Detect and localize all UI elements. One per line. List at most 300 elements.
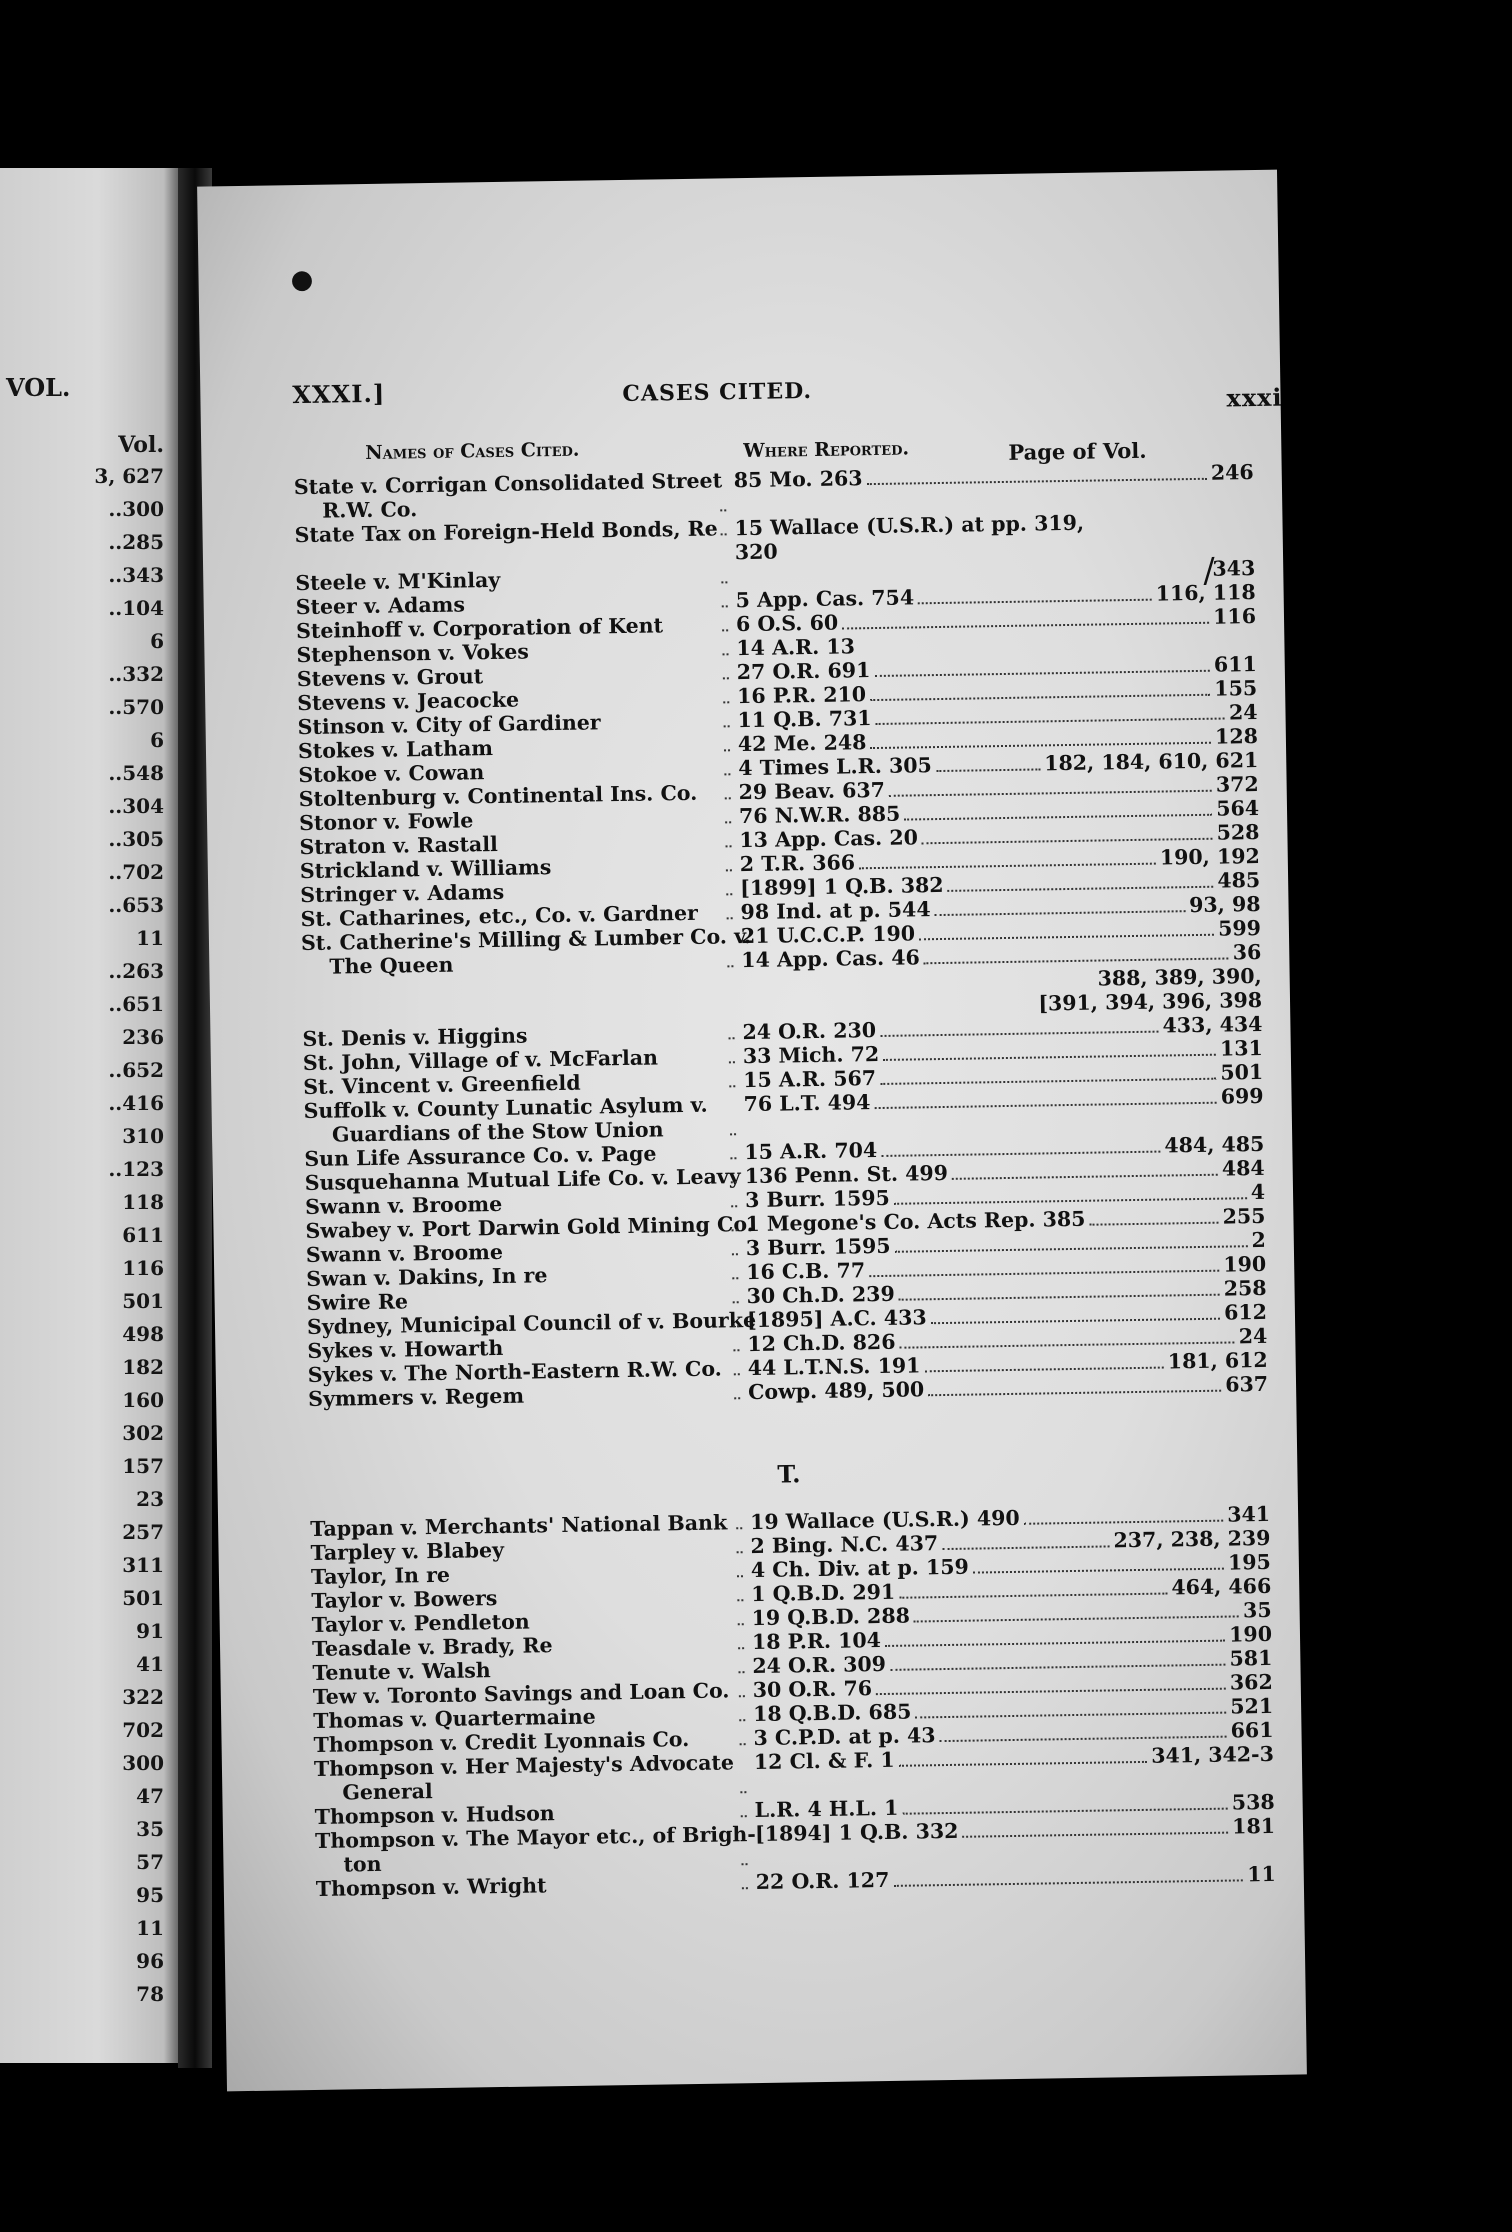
case-name-line: Thompson v. Hudson <box>314 1801 555 1829</box>
case-name-line: Tenute v. Walsh <box>312 1658 491 1685</box>
dot-leader <box>733 1301 739 1303</box>
case-name <box>303 1092 724 1147</box>
case-list-t <box>310 1502 1296 1901</box>
left-page-page-number: 96 <box>136 1949 164 1973</box>
dot-leader <box>870 742 1211 749</box>
left-page-page-number: ..300 <box>108 497 164 521</box>
dot-leader <box>730 1157 736 1159</box>
page-of-volume: 36 <box>1232 939 1262 965</box>
left-page-page-number: 23 <box>136 1487 164 1511</box>
page <box>197 170 1307 2092</box>
left-page-page-number: ..652 <box>108 1058 164 1082</box>
where-reported: 16 P.R. 210 <box>736 682 867 709</box>
dot-leader <box>738 1647 744 1649</box>
header-page-number: xxxi <box>1226 382 1283 413</box>
dot-leader <box>869 1270 1219 1277</box>
dot-leader <box>895 1245 1248 1253</box>
case-name-line: Strickland v. Williams <box>299 855 552 884</box>
dot-leader <box>1024 1520 1223 1525</box>
page-of-volume: 343 <box>1212 556 1256 581</box>
dot-leader <box>875 1102 1217 1109</box>
case-name-line: Stinson v. City of Gardiner <box>297 710 601 740</box>
dot-leader <box>876 718 1225 725</box>
case-name-line: Tappan v. Merchants' National Bank <box>310 1510 728 1541</box>
left-page-page-number: 302 <box>122 1421 164 1445</box>
page-of-volume: 599 <box>1217 915 1262 941</box>
dot-leader <box>1090 1222 1219 1226</box>
page-of-volume: 484, 485 <box>1164 1131 1265 1158</box>
left-page-page-number: 160 <box>122 1388 164 1412</box>
page-of-volume: 372 <box>1215 772 1259 797</box>
dot-leader <box>726 893 732 895</box>
dot-leader <box>935 910 1186 916</box>
dot-leader <box>943 1545 1110 1550</box>
where-reported: [1895] A.C. 433 <box>746 1305 927 1333</box>
case-name-line: Tew v. Toronto Savings and Loan Co. <box>312 1678 730 1709</box>
left-page-page-number: 11 <box>136 926 164 950</box>
case-name-line: Teasdale v. Brady, Re <box>311 1633 553 1661</box>
case-name-line: Sydney, Municipal Council of v. Bourke <box>306 1307 757 1340</box>
left-page-page-number: 236 <box>122 1025 164 1049</box>
where-reported: 2 Bing. N.C. 437 <box>750 1531 939 1559</box>
header-volume: XXXI.] <box>292 378 386 410</box>
case-name-line: Sun Life Assurance Co. v. Page <box>304 1141 657 1172</box>
dot-leader <box>936 768 1040 772</box>
column-heading-page: Page of Vol. <box>1008 437 1147 465</box>
dot-leader <box>725 821 731 823</box>
where-reported: 6 O.S. 60 <box>735 610 839 637</box>
page-of-volume: 35 <box>1242 1597 1272 1623</box>
case-name-line: State v. Corrigan Consolidated Street <box>293 468 723 500</box>
where-reported: 14 App. Cas. 46 <box>741 945 920 973</box>
dot-leader <box>899 1761 1147 1767</box>
dot-leader <box>904 814 1212 821</box>
left-page-page-number: 3, 627 <box>94 464 164 488</box>
case-name-line: Straton v. Rastall <box>299 831 498 860</box>
case-name-line: Thompson v. Wright <box>315 1873 547 1901</box>
dot-leader <box>742 1863 748 1865</box>
left-page-page-number: ..304 <box>108 794 164 818</box>
dot-leader <box>721 581 727 583</box>
page-of-volume: 24 <box>1228 700 1258 725</box>
left-page-page-number: 118 <box>122 1190 164 1214</box>
left-page-page-number: 11 <box>136 1916 164 1940</box>
page-of-volume: 699 <box>1220 1083 1264 1109</box>
dot-leader <box>885 1640 1225 1647</box>
where-reported: [1899] 1 Q.B. 382 <box>740 872 944 901</box>
left-page-page-number: 47 <box>136 1784 164 1808</box>
where-reported: 22 O.R. 127 <box>755 1867 890 1895</box>
case-name-line: General <box>342 1779 433 1805</box>
case-name-line: Stevens v. Grout <box>296 664 484 692</box>
page-of-volume: 612 <box>1223 1299 1268 1325</box>
left-page-page-number: 702 <box>122 1718 164 1742</box>
dot-leader <box>842 622 1209 630</box>
dot-leader <box>859 863 1156 870</box>
left-page-page-number: 6 <box>150 629 164 653</box>
case-name-line: St. Catherine's Milling & Lumber Co. v. <box>300 923 752 956</box>
page-of-volume: 190, 192 <box>1159 843 1260 870</box>
left-page-page-number: 78 <box>136 1982 164 2006</box>
where-reported: 136 Penn. St. 499 <box>744 1160 949 1189</box>
case-name-line: Swann v. Broome <box>304 1191 503 1220</box>
dot-leader <box>732 1277 738 1279</box>
dot-leader <box>919 934 1214 941</box>
where-reported: 4 Ch. Div. at p. 159 <box>750 1554 969 1583</box>
dot-leader <box>725 797 731 799</box>
page-of-volume: 484 <box>1221 1155 1265 1181</box>
left-page-page-number: ..285 <box>108 530 164 554</box>
case-name-line: Thompson v. The Mayor etc., of Brigh- <box>314 1822 757 1853</box>
dot-leader <box>739 1695 745 1697</box>
dot-leader <box>723 677 729 679</box>
left-page-page-number: 95 <box>136 1883 164 1907</box>
dot-leader <box>894 1879 1243 1886</box>
page-of-volume: 93, 98 <box>1188 891 1261 918</box>
ink-speck: ● <box>290 264 314 296</box>
dot-leader <box>867 478 1207 485</box>
page-of-volume: 341, 342-3 <box>1151 1741 1275 1768</box>
case-name-line: Symmers v. Regem <box>307 1383 525 1412</box>
left-page-page-number: ..305 <box>108 827 164 851</box>
case-name-line: St. Catharines, etc., Co. v. Gardner <box>300 900 699 932</box>
dot-leader <box>940 1736 1227 1743</box>
case-name-line: Steele v. M'Kinlay <box>295 567 501 596</box>
case-name-line: Taylor v. Pendleton <box>311 1609 530 1637</box>
where-reported: 19 Wallace (U.S.R.) 490 <box>749 1505 1020 1535</box>
left-page-page-number: 157 <box>122 1454 164 1478</box>
dot-leader <box>726 869 732 871</box>
where-reported: 76 N.W.R. 885 <box>738 801 901 829</box>
dot-leader <box>914 1615 1239 1622</box>
dot-leader <box>915 1712 1226 1719</box>
dot-leader <box>734 1397 740 1399</box>
where-reported: 24 O.R. 230 <box>742 1018 877 1045</box>
where-reported: 30 Ch.D. 239 <box>746 1281 895 1309</box>
page-of-volume: 181, 612 <box>1167 1347 1268 1374</box>
where-reported: 13 App. Cas. 20 <box>739 825 919 853</box>
page-of-volume: 521 <box>1230 1693 1274 1719</box>
left-page-page-number: ..263 <box>108 959 164 983</box>
page-of-volume: 155 <box>1214 676 1258 701</box>
case-name-line: Thompson v. Credit Lyonnais Co. <box>313 1727 690 1757</box>
where-reported: 27 O.R. 691 <box>736 658 871 685</box>
page-of-volume: 4 <box>1250 1179 1266 1205</box>
dot-leader <box>733 1349 739 1351</box>
case-name-line: Susquehanna Mutual Life Co. v. Leavy <box>304 1164 741 1196</box>
where-reported: 3 C.P.D. at p. 43 <box>753 1723 936 1751</box>
where-reported: 42 Me. 248 <box>737 730 867 757</box>
left-page-page-number: 116 <box>122 1256 164 1280</box>
dot-leader <box>740 1791 746 1793</box>
dot-leader <box>952 1174 1218 1180</box>
dot-leader <box>737 1551 743 1553</box>
case-name-line: Tarpley v. Blabey <box>310 1537 505 1565</box>
dot-leader <box>740 1743 746 1745</box>
left-page-page-number: 41 <box>136 1652 164 1676</box>
page-of-volume: 388, 389, 390, <box>1097 963 1262 991</box>
dot-leader <box>889 790 1212 797</box>
dot-leader <box>720 509 726 511</box>
case-name-line: ton <box>343 1851 382 1877</box>
page-of-volume: 131 <box>1219 1035 1263 1061</box>
left-page-page-number: 611 <box>122 1223 164 1247</box>
case-name <box>293 468 723 524</box>
dot-leader <box>736 1527 742 1529</box>
dot-leader <box>722 629 728 631</box>
case-name-line: St. John, Village of v. McFarlan <box>302 1045 659 1076</box>
left-page-page-number: 35 <box>136 1817 164 1841</box>
where-reported: 12 Cl. & F. 1 <box>753 1747 895 1775</box>
dot-leader <box>881 1151 1160 1157</box>
case-name-line: Swire Re <box>306 1289 409 1316</box>
case-name-line: State Tax on Foreign-Held Bonds, Re <box>294 516 718 548</box>
page-of-volume: 116 <box>1213 604 1257 629</box>
case-name-line: Stokoe v. Cowan <box>298 760 485 788</box>
page-of-volume: 237, 238, 239 <box>1113 1525 1271 1553</box>
where-reported: 15 Wallace (U.S.R.) at pp. 319, <box>734 510 1085 541</box>
where-reported: 1 Megone's Co. Acts Rep. 385 <box>745 1206 1086 1237</box>
left-page-page-number: ..332 <box>108 662 164 686</box>
left-page-page-number: 311 <box>122 1553 164 1577</box>
dot-leader <box>739 1719 745 1721</box>
left-page-page-number: 257 <box>122 1520 164 1544</box>
left-page-page-number: 6 <box>150 728 164 752</box>
left-page-page-number: ..653 <box>108 893 164 917</box>
dot-leader <box>723 701 729 703</box>
case-name-line: Stoltenburg v. Continental Ins. Co. <box>298 780 698 812</box>
dot-leader <box>723 653 729 655</box>
page-of-volume: 255 <box>1222 1203 1266 1229</box>
dot-leader <box>721 533 727 535</box>
header-title: CASES CITED. <box>622 377 813 407</box>
page-of-volume: 181 <box>1232 1813 1276 1839</box>
dot-leader <box>737 1575 743 1577</box>
dot-leader <box>729 1061 735 1063</box>
page-of-volume: 116, 118 <box>1155 580 1256 606</box>
left-page-page-number: 501 <box>122 1586 164 1610</box>
page-of-volume: 11 <box>1247 1861 1276 1887</box>
left-page-page-number: 182 <box>122 1355 164 1379</box>
where-reported: 15 A.R. 567 <box>743 1066 877 1093</box>
case-name-line: Suffolk v. County Lunatic Asylum v. <box>303 1092 708 1124</box>
left-page-page-number: ..104 <box>108 596 164 620</box>
page-of-volume: 246 <box>1210 460 1254 485</box>
case-name-line: Steer v. Adams <box>295 592 466 620</box>
section-heading-t: T. <box>777 1459 801 1489</box>
dot-leader <box>931 1318 1220 1325</box>
left-page-page-number: 300 <box>122 1751 164 1775</box>
page-of-volume: 501 <box>1220 1059 1264 1085</box>
page-of-volume: 2 <box>1251 1227 1266 1253</box>
where-reported: 24 O.R. 309 <box>752 1651 887 1679</box>
page-of-volume: 190 <box>1228 1621 1273 1647</box>
page-of-volume: 528 <box>1216 819 1260 845</box>
dot-leader <box>903 1808 1228 1815</box>
where-reported: 14 A.R. 13 <box>736 634 856 661</box>
where-reported: 18 P.R. 104 <box>751 1628 882 1655</box>
left-page-header: VOL. <box>6 373 71 402</box>
where-reported: 29 Beav. 637 <box>738 777 886 805</box>
dot-leader <box>724 749 730 751</box>
page-of-volume: 182, 184, 610, 621 <box>1044 748 1259 776</box>
page-of-volume: 637 <box>1225 1371 1269 1397</box>
dot-leader <box>727 917 733 919</box>
where-reported: 12 Ch.D. 826 <box>747 1329 896 1357</box>
case-name-line: Swann v. Broome <box>305 1239 504 1268</box>
where-reported: 4 Times L.R. 305 <box>738 753 932 781</box>
dot-leader <box>962 1832 1228 1838</box>
running-header <box>292 365 1283 420</box>
dot-leader <box>894 1197 1247 1205</box>
case-name-line: Steinhoff v. Corporation of Kent <box>295 613 664 644</box>
dot-leader <box>724 773 730 775</box>
dot-leader <box>870 694 1210 701</box>
case-name-line: Guardians of the Stow Union <box>331 1117 664 1147</box>
where-reported: 76 L.T. 494 <box>743 1090 871 1117</box>
dot-leader <box>732 1253 738 1255</box>
where-reported: 3 Burr. 1595 <box>745 1233 891 1261</box>
where-reported: 19 Q.B.D. 288 <box>751 1603 911 1631</box>
where-reported: 21 U.C.C.P. 190 <box>740 921 916 949</box>
dot-leader <box>726 845 732 847</box>
column-heading-name: Names of Cases Cited. <box>365 438 580 464</box>
left-page-page-number: ..123 <box>108 1157 164 1181</box>
dot-leader <box>899 1593 1167 1599</box>
dot-leader <box>925 1367 1164 1373</box>
dot-leader <box>973 1568 1224 1574</box>
dot-leader <box>737 1599 743 1601</box>
case-name-line: Thomas v. Quartermaine <box>313 1704 596 1733</box>
page-of-volume: 258 <box>1223 1275 1267 1301</box>
case-name-line: Stokes v. Latham <box>297 736 494 764</box>
dot-leader <box>734 1373 740 1375</box>
where-reported: 320 <box>734 539 778 565</box>
left-page-page-number: ..416 <box>108 1091 164 1115</box>
case-list-s <box>294 460 1289 1411</box>
page-of-volume: 190 <box>1223 1251 1267 1277</box>
case-name-line: Stonor v. Fowle <box>298 808 474 836</box>
dot-leader <box>729 1085 735 1087</box>
where-reported: [1894] 1 Q.B. 332 <box>754 1818 959 1847</box>
page-of-volume: 581 <box>1229 1645 1273 1671</box>
case-name-line: St. Vincent v. Greenfield <box>303 1070 581 1100</box>
left-page-page-number: ..570 <box>108 695 164 719</box>
left-page-page-number: ..702 <box>108 860 164 884</box>
dot-leader <box>731 1205 737 1207</box>
left-page-page-number: 91 <box>136 1619 164 1643</box>
where-reported: 15 A.R. 704 <box>744 1138 878 1165</box>
dot-leader <box>923 957 1228 964</box>
dot-leader <box>899 1341 1234 1348</box>
dot-leader <box>928 1390 1221 1397</box>
dot-leader <box>880 1078 1216 1085</box>
dot-leader <box>724 725 730 727</box>
case-name-line: The Queen <box>329 952 454 979</box>
page-of-volume: 362 <box>1229 1669 1273 1695</box>
page-of-volume: 485 <box>1217 867 1261 893</box>
left-page-column-label: Vol. <box>118 432 164 458</box>
left-page-page-number: ..548 <box>108 761 164 785</box>
dot-leader <box>733 1325 739 1327</box>
case-name <box>314 1750 735 1805</box>
page-of-volume: 341 <box>1227 1501 1271 1527</box>
where-reported: 18 Q.B.D. 685 <box>752 1699 912 1727</box>
where-reported: 1 Q.B.D. 291 <box>751 1579 896 1607</box>
where-reported: 11 Q.B. 731 <box>737 706 872 733</box>
case-name-line: Taylor v. Bowers <box>311 1586 498 1613</box>
left-page-fragment <box>0 168 178 2063</box>
where-reported: 2 T.R. 366 <box>739 850 856 877</box>
page-of-volume: 564 <box>1216 795 1260 821</box>
where-reported: 3 Burr. 1595 <box>744 1185 890 1213</box>
where-reported: 98 Ind. at p. 544 <box>740 897 931 925</box>
page-of-volume: 538 <box>1231 1789 1275 1815</box>
case-name-line: R.W. Co. <box>322 497 418 523</box>
case-name <box>300 923 752 979</box>
where-reported: Cowp. 489, 500 <box>747 1377 925 1405</box>
left-page-page-number: 57 <box>136 1850 164 1874</box>
dot-leader <box>731 1181 737 1183</box>
dot-leader <box>890 1664 1225 1671</box>
dot-leader <box>741 1815 747 1817</box>
case-name-line: Taylor, In re <box>310 1562 451 1589</box>
dot-leader <box>722 605 728 607</box>
dot-leader <box>732 1229 738 1231</box>
where-reported: 30 O.R. 76 <box>752 1676 873 1703</box>
dot-leader <box>742 1887 748 1889</box>
margin-mark: / <box>1202 550 1216 591</box>
dot-leader <box>730 1133 736 1135</box>
where-reported: 44 L.T.N.S. 191 <box>747 1353 921 1381</box>
left-page-page-number: 501 <box>122 1289 164 1313</box>
left-page-page-number: 322 <box>122 1685 164 1709</box>
case-name-line: Swan v. Dakins, In re <box>306 1263 548 1292</box>
case-name-line: Sykes v. The North-Eastern R.W. Co. <box>307 1356 722 1388</box>
dot-leader <box>738 1671 744 1673</box>
page-of-volume: 433, 434 <box>1162 1011 1263 1038</box>
page-of-volume: 24 <box>1238 1323 1268 1349</box>
dot-leader <box>729 1037 735 1039</box>
dot-leader <box>918 599 1152 605</box>
left-page-page-number: ..343 <box>108 563 164 587</box>
case-name-line: Stephenson v. Vokes <box>296 639 530 668</box>
case-name <box>314 1822 757 1877</box>
where-reported: 85 Mo. 263 <box>733 466 863 493</box>
case-name-line: St. Denis v. Higgins <box>302 1023 528 1052</box>
dot-leader <box>738 1623 744 1625</box>
case-name-line: Thompson v. Her Majesty's Advocate <box>313 1750 735 1781</box>
dot-leader <box>876 1688 1226 1695</box>
page-of-volume: 128 <box>1214 724 1259 749</box>
page-of-volume: 611 <box>1213 652 1257 677</box>
page-of-volume: 195 <box>1227 1549 1272 1575</box>
dot-leader <box>921 838 1212 845</box>
dot-leader <box>875 670 1210 677</box>
page-of-volume: [391, 394, 396, 398 <box>1038 987 1263 1016</box>
column-heading-where: Where Reported. <box>743 437 910 463</box>
dot-leader <box>883 1054 1216 1061</box>
dot-leader <box>899 1294 1220 1301</box>
where-reported: 5 App. Cas. 754 <box>735 585 915 613</box>
case-name-line: Sykes v. Howarth <box>307 1335 504 1364</box>
where-reported: 16 C.B. 77 <box>746 1258 866 1285</box>
page-of-volume: 661 <box>1230 1717 1274 1743</box>
where-reported: L.R. 4 H.L. 1 <box>754 1795 899 1823</box>
dot-leader <box>727 965 733 967</box>
dot-leader <box>947 886 1213 892</box>
case-name-line: Stevens v. Jeacocke <box>297 687 520 716</box>
